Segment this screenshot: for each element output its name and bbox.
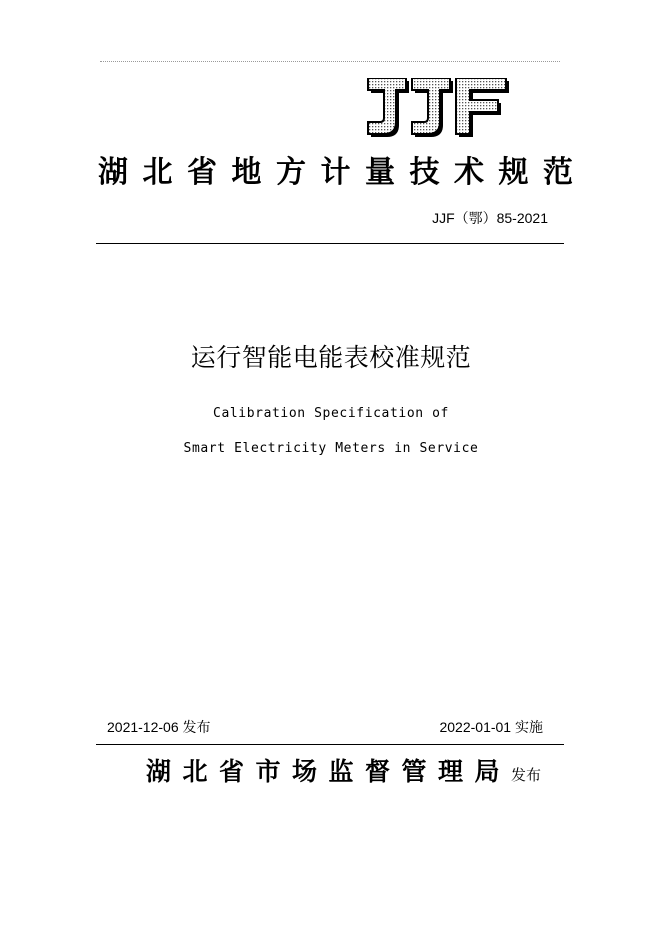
- publisher-suffix: 发布: [511, 766, 542, 784]
- logo-text: JJF: [366, 78, 368, 79]
- standard-series-title: 湖北省地方计量技术规范: [98, 155, 588, 190]
- top-dotted-rule: [100, 61, 560, 62]
- document-title-cn: 运行智能电能表校准规范: [190, 343, 472, 372]
- publisher-name: 湖北省市场监督管理局: [146, 757, 512, 786]
- publisher-line: [146, 752, 541, 788]
- document-title-en-line1: Calibration Specification of: [213, 406, 449, 421]
- standard-number: JJF（鄂）85-2021: [432, 210, 548, 226]
- issue-date: 2021-12-06 发布: [107, 719, 211, 735]
- footer-divider: [96, 744, 564, 745]
- header-divider: [96, 243, 564, 244]
- document-title-en-line2: Smart Electricity Meters in Service: [183, 441, 479, 456]
- effective-date: 2022-01-01 实施: [439, 719, 543, 735]
- jjf-logo: [366, 78, 512, 140]
